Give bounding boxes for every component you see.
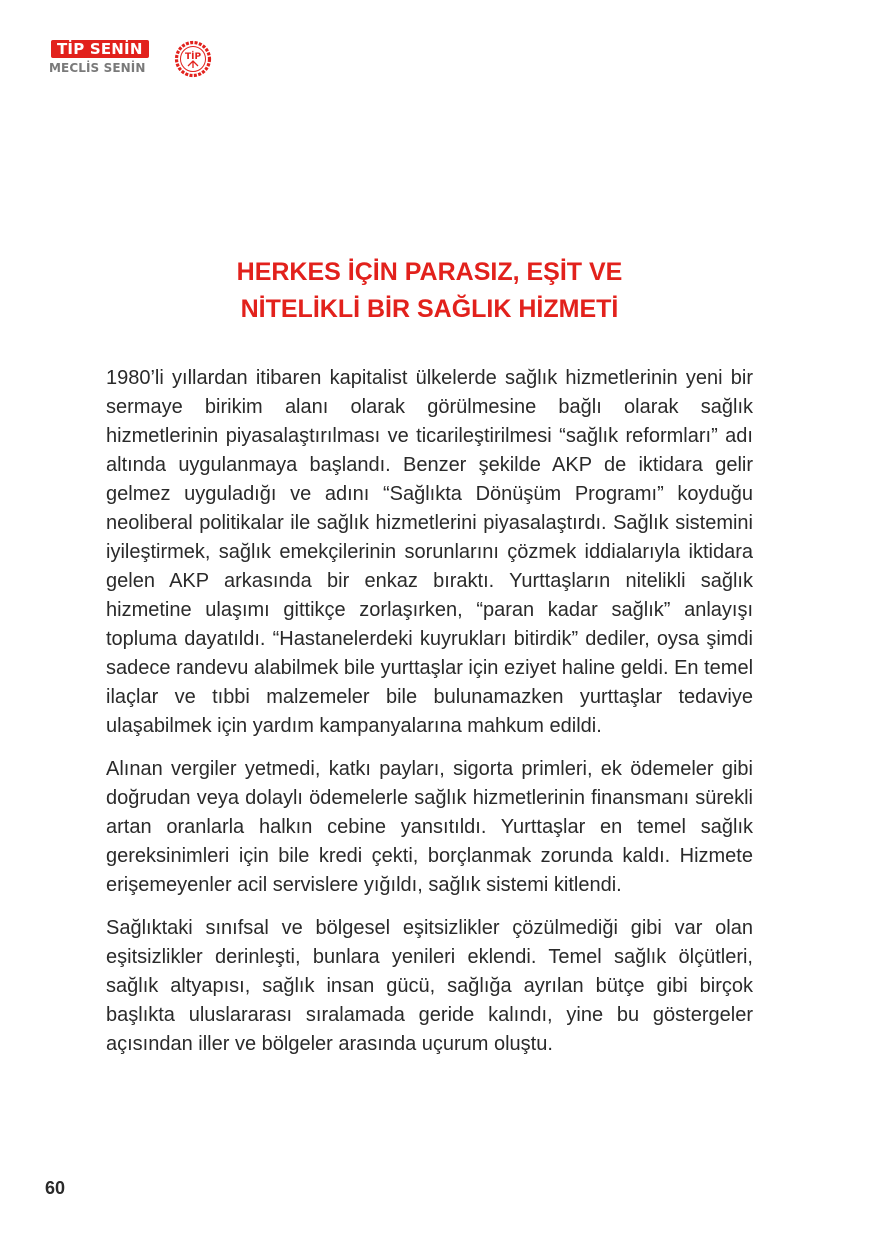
party-logo — [46, 38, 216, 82]
page-number: 60 — [45, 1178, 66, 1198]
emblem-label: TİP — [184, 52, 202, 62]
logo-slogan-line2: MECLİS SENİN — [49, 61, 146, 75]
party-emblem-icon — [174, 40, 212, 78]
title-line-1: HERKES İÇİN PARASIZ, EŞİT VE — [236, 258, 623, 286]
paragraph: Sağlıktaki sınıfsal ve bölgesel eşitsizlikler çözülmediği gibi var olan eşitsizlikler derinleşti, bunlara yenileri eklendi. Temel sağlık ölçütleri, sağlık altyapısı, sağlık insan gücü, sağlığa ayrılan bütçe gibi birçok başlıkta uluslararası sıralamada geride kalındı, yine bu göstergeler açısından iller ve bölgeler arasında uçurum oluştu. — [106, 917, 753, 1055]
logo-slogan-line1: TİP SENİN — [51, 40, 149, 58]
paragraph: Alınan vergiler yetmedi, katkı payları, sigorta primleri, ek ödemeler gibi doğrudan veya dolaylı ödemelerle sağlık hizmetlerinin finansmanı sürekli artan oranlarla halkın cebine yansıtıldı. Yurttaşlar en temel sağlık gereksinimleri için bile kredi çekti, borçlanmak zorunda kaldı. Hizmete erişemeyenler acil servislere yığıldı, sağlık sistemi kitlendi. — [106, 758, 753, 896]
title-line-2: NİTELİKLİ BİR SAĞLIK HİZMETİ — [240, 295, 619, 323]
page-title — [106, 254, 753, 328]
article-body — [106, 364, 753, 1073]
paragraph: 1980’li yıllardan itibaren kapitalist ülkelerde sağlık hizmetlerinin yeni bir sermaye birikim alanı olarak görülmesine bağlı olarak sağlık hizmetlerinin piyasalaştırılması ve ticarileştirilmesi “sağlık reformları” adı altında uygulanmaya başlandı. Benzer şekilde AKP de iktidara gelir gelmez uyguladığı ve adını “Sağlıkta Dönüşüm Programı” koyduğu neoliberal politikalar ile sağlık hizmetlerini piyasalaştırdı. Sağlık sistemini iyileştirmek, sağlık emekçilerinin sorunlarını çözmek iddialarıyla iktidara gelen AKP arkasında bir enkaz bıraktı. Yurttaşların nitelikli sağlık hizmetine ulaşımı gittikçe zorlaşırken, “paran kadar sağlık” anlayışı topluma dayatıldı. “Hastanelerdeki kuyrukları bitirdik” dediler, oysa şimdi sadece randevu alabilmek bile yurttaşlar için eziyet haline geldi. En temel ilaçlar ve tıbbi malzemeler bile bulunamazken yurttaşlar tedaviye ulaşabilmek için yardım kampanyalarına mahkum edildi. — [106, 367, 754, 737]
